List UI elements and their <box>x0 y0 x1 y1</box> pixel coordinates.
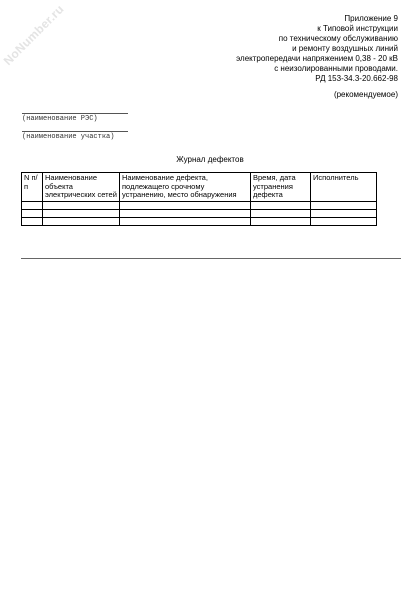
table-cell[interactable] <box>251 217 311 225</box>
appendix-header <box>236 14 398 84</box>
table-cell[interactable] <box>120 217 251 225</box>
journal-title: Журнал дефектов <box>176 155 244 164</box>
appendix-line: Приложение 9 <box>344 14 398 23</box>
table-cell[interactable] <box>22 217 43 225</box>
table-row <box>22 217 377 225</box>
table-cell[interactable] <box>120 201 251 209</box>
defects-table <box>21 172 377 226</box>
table-cell[interactable] <box>251 201 311 209</box>
table-cell[interactable] <box>311 201 377 209</box>
table-header-row <box>22 173 377 202</box>
col-header-fix-date: Время, дата устранения дефекта <box>251 173 311 202</box>
table-cell[interactable] <box>311 209 377 217</box>
res-name-field <box>22 113 128 124</box>
col-header-executor: Исполнитель <box>311 173 377 202</box>
page-divider <box>21 258 401 259</box>
table-row <box>22 209 377 217</box>
sector-name-label: (наименование участка) <box>22 133 115 141</box>
table-cell[interactable] <box>120 209 251 217</box>
table-cell[interactable] <box>43 209 120 217</box>
table-cell[interactable] <box>251 209 311 217</box>
table-row <box>22 201 377 209</box>
sector-name-line <box>22 131 128 132</box>
col-header-defect: Наименование дефекта, подлежащего срочному устранению, место обнаружения <box>120 173 251 202</box>
appendix-line: РД 153-34.3-20.662-98 <box>315 74 398 83</box>
appendix-line: по техническому обслуживанию <box>278 34 398 43</box>
recommended-note: (рекомендуемое) <box>333 90 398 99</box>
col-header-object: Наименование объекта электрических сетей <box>43 173 120 202</box>
appendix-line: и ремонту воздушных линий <box>292 44 398 53</box>
table-cell[interactable] <box>22 201 43 209</box>
table-cell[interactable] <box>22 209 43 217</box>
res-name-line <box>22 113 128 114</box>
col-header-number: N п/п <box>22 173 43 202</box>
sector-name-field <box>22 131 128 142</box>
appendix-line: к Типовой инструкции <box>317 24 398 33</box>
appendix-line: электропередачи напряжением 0,38 - 20 кВ <box>236 54 398 63</box>
watermark: NoNumber.ru <box>0 2 67 68</box>
table-cell[interactable] <box>43 217 120 225</box>
table-cell[interactable] <box>43 201 120 209</box>
table-cell[interactable] <box>311 217 377 225</box>
res-name-label: (наименование РЭС) <box>22 115 98 123</box>
appendix-line: с неизолированными проводами. <box>274 64 398 73</box>
